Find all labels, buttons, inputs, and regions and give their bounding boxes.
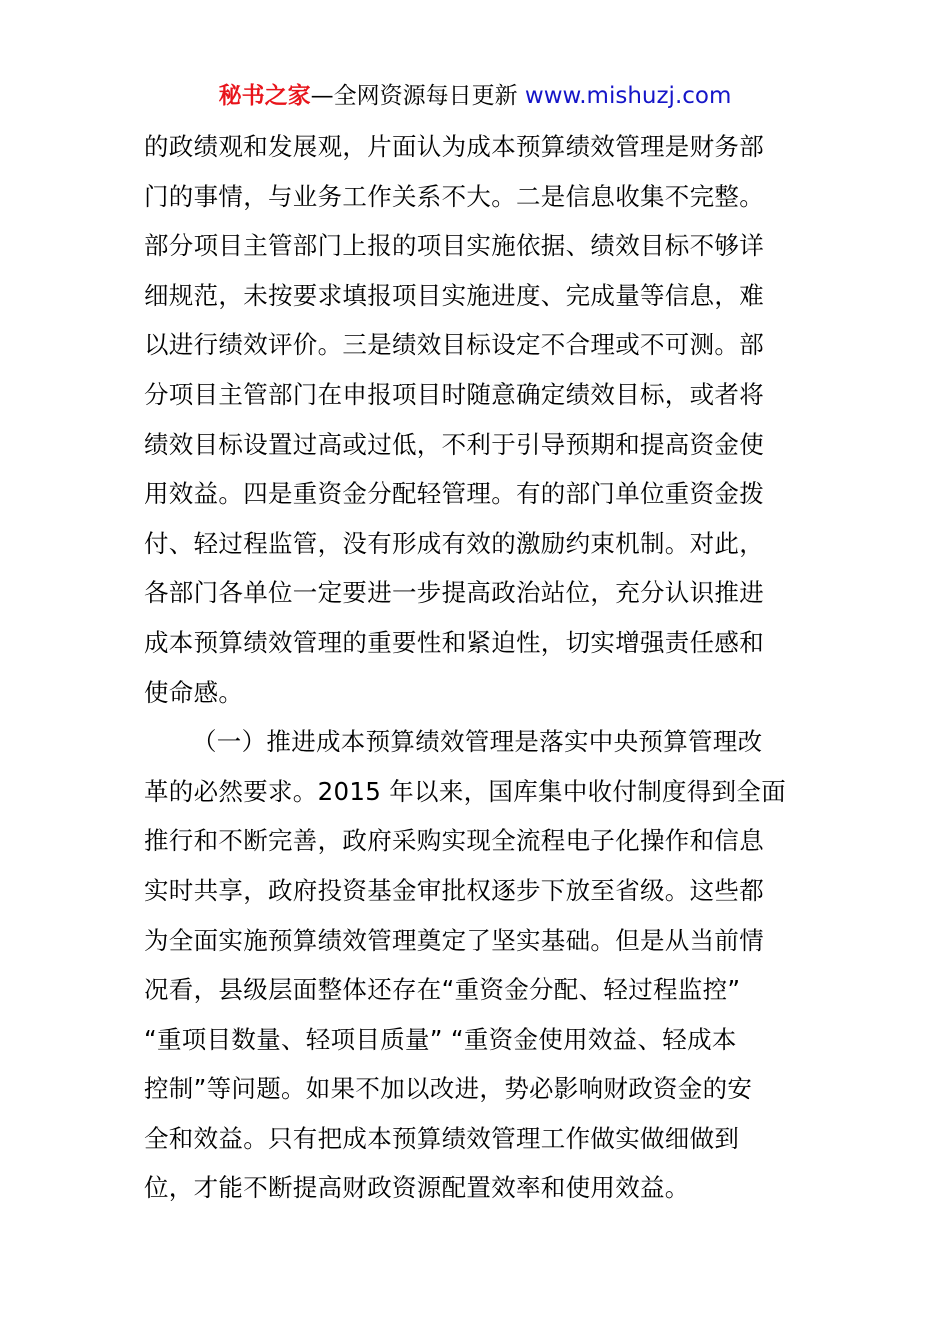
- text-line: 的政绩观和发展观，片面认为成本预算绩效管理是财务部: [144, 132, 764, 161]
- header-tagline: —全网资源每日更新: [310, 83, 525, 109]
- text-line: 细规范，未按要求填报项目实施进度、完成量等信息，难: [144, 280, 764, 310]
- text-line: 分项目主管部门在申报项目时随意确定绩效目标，或者将: [144, 379, 764, 409]
- text-line: 用效益。四是重资金分配轻管理。有的部门单位重资金拨: [144, 479, 764, 509]
- document-body: [144, 122, 824, 1213]
- text-line: 位，才能不断提高财政资源配置效率和使用效益。: [144, 1173, 690, 1203]
- text-line: 使命感。: [144, 677, 244, 707]
- site-url[interactable]: www.mishuzj.com: [524, 83, 732, 109]
- page-header: [0, 80, 950, 112]
- text-line: 全和效益。只有把成本预算绩效管理工作做实做细做到: [144, 1123, 740, 1153]
- text-line: 各部门各单位一定要进一步提高政治站位，充分认识推进: [144, 578, 764, 608]
- text-line: 控制”等问题。如果不加以改进，势必影响财政资金的安: [144, 1074, 753, 1104]
- text-line: 况看，县级层面整体还存在“重资金分配、轻过程监控”: [144, 975, 741, 1005]
- text-line: 绩效目标设置过高或过低，不利于引导预期和提高资金使: [144, 429, 764, 459]
- text-line: 门的事情，与业务工作关系不大。二是信息收集不完整。: [144, 181, 764, 211]
- text-line: 以进行绩效评价。三是绩效目标设定不合理或不可测。部: [144, 330, 764, 360]
- brand-name: 秘书之家: [218, 83, 311, 109]
- text-line: 付、轻过程监管，没有形成有效的激励约束机制。对此，: [144, 528, 764, 558]
- text-line: 为全面实施预算绩效管理奠定了坚实基础。但是从当前情: [144, 925, 764, 955]
- text-line: 革的必然要求。2015 年以来，国库集中收付制度得到全面: [144, 776, 787, 806]
- text-line: 推行和不断完善，政府采购实现全流程电子化操作和信息: [144, 826, 764, 856]
- text-line: 部分项目主管部门上报的项目实施依据、绩效目标不够详: [144, 231, 764, 261]
- text-line: “重项目数量、轻项目质量” “重资金使用效益、轻成本: [144, 1024, 737, 1054]
- text-line: 实时共享，政府投资基金审批权逐步下放至省级。这些都: [144, 875, 764, 905]
- section-heading-line: （一）推进成本预算绩效管理是落实中央预算管理改: [192, 727, 763, 757]
- text-line: 成本预算绩效管理的重要性和紧迫性，切实增强责任感和: [144, 627, 764, 657]
